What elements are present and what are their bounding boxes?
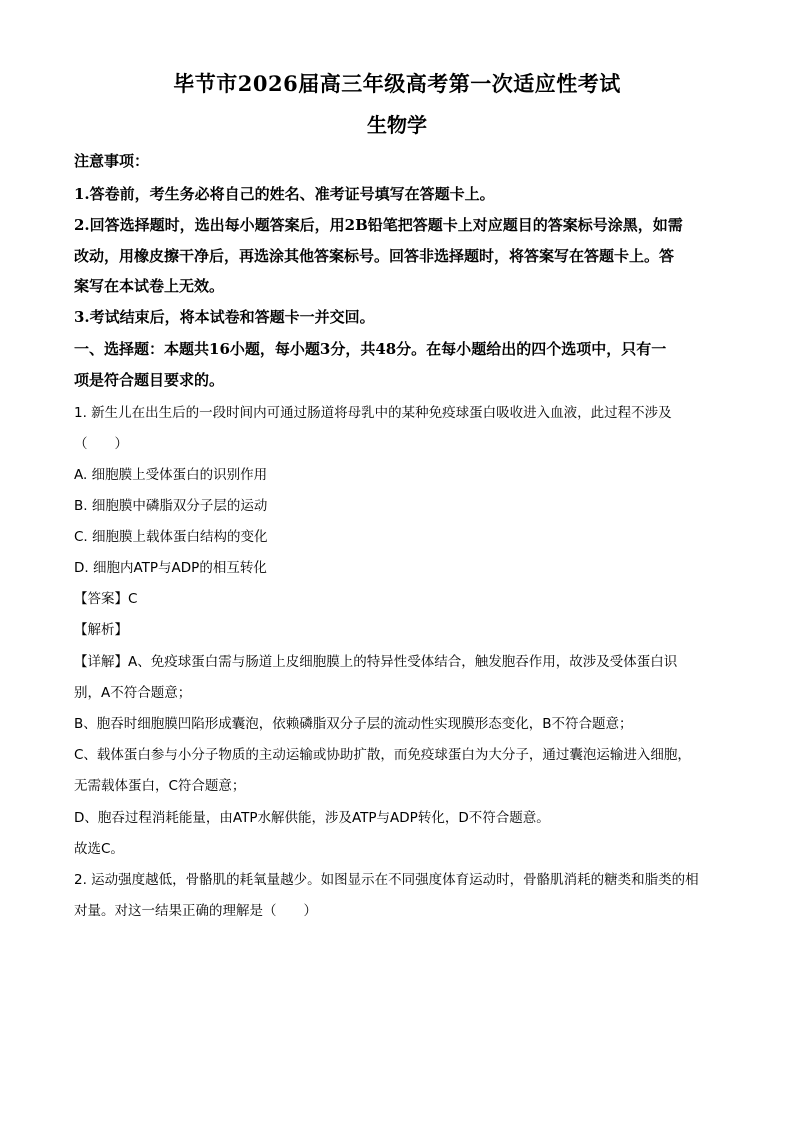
q1-option-a: A. 细胞膜上受体蛋白的识别作用 — [74, 467, 268, 483]
q1-stem-line-2: （ ） — [74, 436, 128, 452]
q1-option-d: D. 细胞内ATP与ADP的相互转化 — [74, 560, 267, 576]
q1-option-b: B. 细胞膜中磷脂双分子层的运动 — [74, 498, 268, 514]
section-heading-line-1: 一、选择题：本题共16小题，每小题3分，共48分。在每小题给出的四个选项中，只有一 — [74, 340, 667, 358]
q1-detail-b: B、胞吞时细胞膜凹陷形成囊泡，依赖磷脂双分子层的流动性实现膜形态变化，B不符合题意； — [74, 716, 633, 732]
q1-option-c: C. 细胞膜上载体蛋白结构的变化 — [74, 529, 268, 545]
q1-detail-c-line-2: 无需载体蛋白，C符合题意； — [74, 778, 246, 794]
q1-detail-line-1: 【详解】A、免疫球蛋白需与肠道上皮细胞膜上的特异性受体结合，触发胞吞作用，故涉及受体蛋白识 — [74, 654, 678, 670]
q1-conclusion: 故选C。 — [74, 841, 124, 857]
exam-title: 毕节市2026届高三年级高考第一次适应性考试 — [173, 71, 621, 96]
notice-item-2-line-1: 2.回答选择题时，选出每小题答案后，用2B铅笔把答题卡上对应题目的答案标号涂黑，如需 — [74, 216, 683, 234]
q1-stem-line-1: 1. 新生儿在出生后的一段时间内可通过肠道将母乳中的某种免疫球蛋白吸收进入血液，此过程不涉及 — [74, 405, 672, 421]
notice-item-1: 1.答卷前，考生务必将自己的姓名、准考证号填写在答题卡上。 — [74, 185, 495, 203]
q1-analysis-heading: 【解析】 — [74, 622, 128, 638]
q2-stem-line-2: 对量。对这一结果正确的理解是（ ） — [74, 903, 317, 919]
q1-answer: 【答案】C — [74, 591, 138, 607]
notice-item-2-line-2: 改动，用橡皮擦干净后，再选涂其他答案标号。回答非选择题时，将答案写在答题卡上。答 — [74, 247, 675, 265]
notice-heading: 注意事项： — [74, 152, 150, 170]
section-heading-line-2: 项是符合题目要求的。 — [74, 371, 225, 389]
q2-stem-line-1: 2. 运动强度越低，骨骼肌的耗氧量越少。如图显示在不同强度体育运动时，骨骼肌消耗的糖类和脂类的相 — [74, 872, 699, 888]
q1-detail-line-2: 别，A不符合题意； — [74, 685, 192, 701]
subject-title: 生物学 — [367, 113, 427, 137]
notice-item-2-line-3: 案写在本试卷上无效。 — [74, 277, 225, 295]
q1-detail-d: D、胞吞过程消耗能量，由ATP水解供能，涉及ATP与ADP转化，D不符合题意。 — [74, 810, 550, 826]
q1-detail-c-line-1: C、载体蛋白参与小分子物质的主动运输或协助扩散，而免疫球蛋白为大分子，通过囊泡运输进入细胞， — [74, 747, 691, 763]
notice-item-3: 3.考试结束后，将本试卷和答题卡一并交回。 — [74, 308, 375, 326]
